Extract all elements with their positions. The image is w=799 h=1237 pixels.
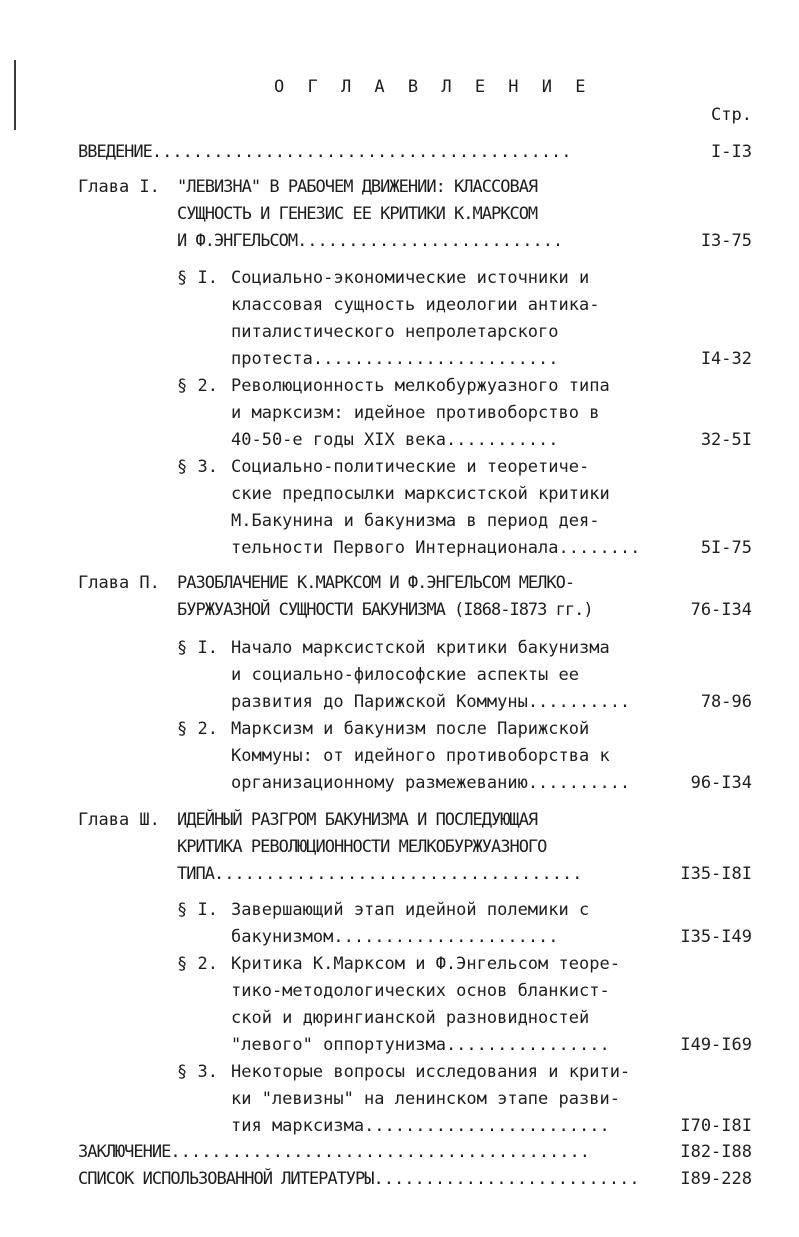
ch1-s2-mark: § 2. bbox=[177, 376, 218, 396]
ch2-s1-line-3 bbox=[231, 692, 630, 712]
bibliography-text: СПИСОК ИСПОЛЬЗОВАННОЙ ЛИТЕРАТУРЫ bbox=[78, 1169, 374, 1189]
ch3-s2-pages: I49-I69 bbox=[680, 1035, 752, 1055]
bibliography-pages: I89-228 bbox=[680, 1169, 752, 1189]
leader-dots: ........................ bbox=[312, 349, 559, 369]
ch3-s2-mark: § 2. bbox=[177, 954, 218, 974]
leader-dots: ......................................... bbox=[170, 1142, 590, 1162]
ch1-s1-end: протеста bbox=[231, 349, 313, 369]
ch3-s1-line-2 bbox=[231, 927, 559, 947]
ch3-s2-end: "левого" оппортунизма bbox=[231, 1035, 446, 1055]
leader-dots: .......................... bbox=[297, 231, 564, 251]
chapter-1-title-line-2: СУЩНОСТЬ И ГЕНЕЗИС ЕЕ КРИТИКИ К.МАРКСОМ bbox=[177, 204, 538, 224]
leader-dots: ......................................... bbox=[151, 142, 572, 162]
ch1-s1-mark: § I. bbox=[177, 268, 218, 288]
toc-entry-conclusion bbox=[78, 1142, 590, 1162]
leader-dots: .......... bbox=[527, 773, 631, 793]
ch1-s3-line-4 bbox=[231, 538, 640, 558]
ch2-s1-line-1: Начало марксистской критики бакунизма bbox=[231, 638, 610, 658]
chapter-3-label: Глава Ш. bbox=[78, 810, 160, 830]
ch2-s2-line-1: Марксизм и бакунизм после Парижской bbox=[231, 719, 590, 739]
ch3-s2-line-1: Критика К.Марксом и Ф.Энгельсом теоре- bbox=[231, 954, 620, 974]
chapter-1-title-line-3 bbox=[177, 231, 563, 251]
chapter-3-title-end: ТИПА bbox=[177, 864, 214, 884]
ch1-s2-pages: 32-5I bbox=[700, 430, 752, 450]
ch2-s2-line-3 bbox=[231, 773, 630, 793]
ch3-s3-mark: § 3. bbox=[177, 1062, 218, 1082]
ch3-s3-end: тия марксизма bbox=[231, 1116, 365, 1136]
chapter-3-title-line-2: КРИТИКА РЕВОЛЮЦИОННОСТИ МЕЛКОБУРЖУАЗНОГО bbox=[177, 837, 547, 857]
conclusion-text: ЗАКЛЮЧЕНИЕ bbox=[78, 1142, 171, 1162]
page-column-header: Стр. bbox=[711, 105, 752, 125]
ch3-s2-line-2: тико-методологических основ бланкист- bbox=[231, 981, 610, 1001]
ch1-s3-pages: 5I-75 bbox=[700, 538, 752, 558]
ch2-s1-end: развития до Парижской Коммуны bbox=[231, 692, 528, 712]
intro-pages: I-I3 bbox=[711, 142, 752, 162]
conclusion-pages: I82-I88 bbox=[680, 1142, 752, 1162]
chapter-2-title-line-2: БУРЖУАЗНОЙ СУЩНОСТИ БАКУНИЗМА (I868-I873 гг.) bbox=[177, 600, 593, 620]
ch3-s1-mark: § I. bbox=[177, 900, 218, 920]
ch1-s3-line-2: ские предпосылки марксистской критики bbox=[231, 484, 610, 504]
ch2-s2-mark: § 2. bbox=[177, 719, 218, 739]
ch1-s3-mark: § 3. bbox=[177, 457, 218, 477]
ch1-s2-line-1: Революционность мелкобуржуазного типа bbox=[231, 376, 610, 396]
chapter-1-title-line-1: "ЛЕВИЗНА" В РАБОЧЕМ ДВИЖЕНИИ: КЛАССОВАЯ bbox=[177, 177, 538, 197]
ch3-s3-line-2: ки "левизны" на ленинском этапе разви- bbox=[231, 1089, 620, 1109]
leader-dots: ................ bbox=[445, 1035, 610, 1055]
chapter-1-label: Глава I. bbox=[78, 177, 160, 197]
ch3-s2-line-3: ской и дюрингианской разновидностей bbox=[231, 1008, 590, 1028]
ch1-s1-line-4 bbox=[231, 349, 559, 369]
chapter-3-title-line-3 bbox=[177, 864, 582, 884]
page-edge-mark bbox=[14, 60, 16, 130]
leader-dots: .......................... bbox=[373, 1169, 640, 1189]
leader-dots: ........... bbox=[445, 430, 559, 450]
ch1-s3-line-3: М.Бакунина и бакунизма в период дея- bbox=[231, 511, 600, 531]
leader-dots: ........................ bbox=[364, 1116, 610, 1136]
ch1-s2-end: 40-50-е годы XIX века bbox=[231, 430, 446, 450]
ch1-s1-line-1: Социально-экономические источники и bbox=[231, 268, 590, 288]
ch2-s1-line-2: и социально-философские аспекты ее bbox=[231, 665, 579, 685]
chapter-3-title-line-1: ИДЕЙНЫЙ РАЗГРОМ БАКУНИЗМА И ПОСЛЕДУЮЩАЯ bbox=[177, 810, 538, 830]
chapter-2-title-line-1: РАЗОБЛАЧЕНИЕ К.МАРКСОМ И Ф.ЭНГЕЛЬСОМ МЕЛКО- bbox=[177, 573, 575, 593]
leader-dots: .......... bbox=[527, 692, 631, 712]
ch1-s1-line-2: классовая сущность идеологии антика- bbox=[231, 295, 600, 315]
toc-entry-bibliography bbox=[78, 1169, 640, 1189]
chapter-2-pages: 76-I34 bbox=[690, 600, 752, 620]
ch1-s1-line-3: питалистического непролетарского bbox=[231, 322, 559, 342]
ch2-s2-end: организационному размежеванию bbox=[231, 773, 528, 793]
ch3-s1-pages: I35-I49 bbox=[680, 927, 752, 947]
toc-title: О Г Л А В Л Е Н И Е bbox=[274, 77, 592, 97]
ch1-s2-line-2: и марксизм: идейное противоборство в bbox=[231, 403, 600, 423]
ch3-s3-line-3 bbox=[231, 1116, 610, 1136]
ch3-s3-line-1: Некоторые вопросы исследования и крити- bbox=[231, 1062, 631, 1082]
leader-dots: .................................... bbox=[213, 864, 583, 884]
ch1-s2-line-3 bbox=[231, 430, 559, 450]
chapter-1-title-end: И Ф.ЭНГЕЛЬСОМ bbox=[177, 231, 298, 251]
ch3-s1-end: бакунизмом bbox=[231, 927, 334, 947]
ch3-s3-pages: I70-I8I bbox=[680, 1116, 752, 1136]
ch2-s2-line-2: Коммуны: от идейного противоборства к bbox=[231, 746, 610, 766]
leader-dots: ........ bbox=[558, 538, 641, 558]
chapter-1-pages: I3-75 bbox=[700, 231, 752, 251]
ch3-s2-line-4 bbox=[231, 1035, 610, 1055]
chapter-3-pages: I35-I8I bbox=[680, 864, 752, 884]
ch1-s3-line-1: Социально-политические и теоретиче- bbox=[231, 457, 590, 477]
intro-text: ВВЕДЕНИЕ bbox=[78, 142, 152, 162]
ch2-s1-pages: 78-96 bbox=[700, 692, 752, 712]
ch1-s3-end: тельности Первого Интернационала bbox=[231, 538, 559, 558]
ch3-s1-line-1: Завершающий этап идейной полемики с bbox=[231, 900, 590, 920]
chapter-2-label: Глава П. bbox=[78, 573, 160, 593]
ch1-s1-pages: I4-32 bbox=[700, 349, 752, 369]
ch2-s2-pages: 96-I34 bbox=[690, 773, 752, 793]
toc-entry-intro bbox=[78, 142, 572, 162]
leader-dots: ...................... bbox=[333, 927, 559, 947]
ch2-s1-mark: § I. bbox=[177, 638, 218, 658]
